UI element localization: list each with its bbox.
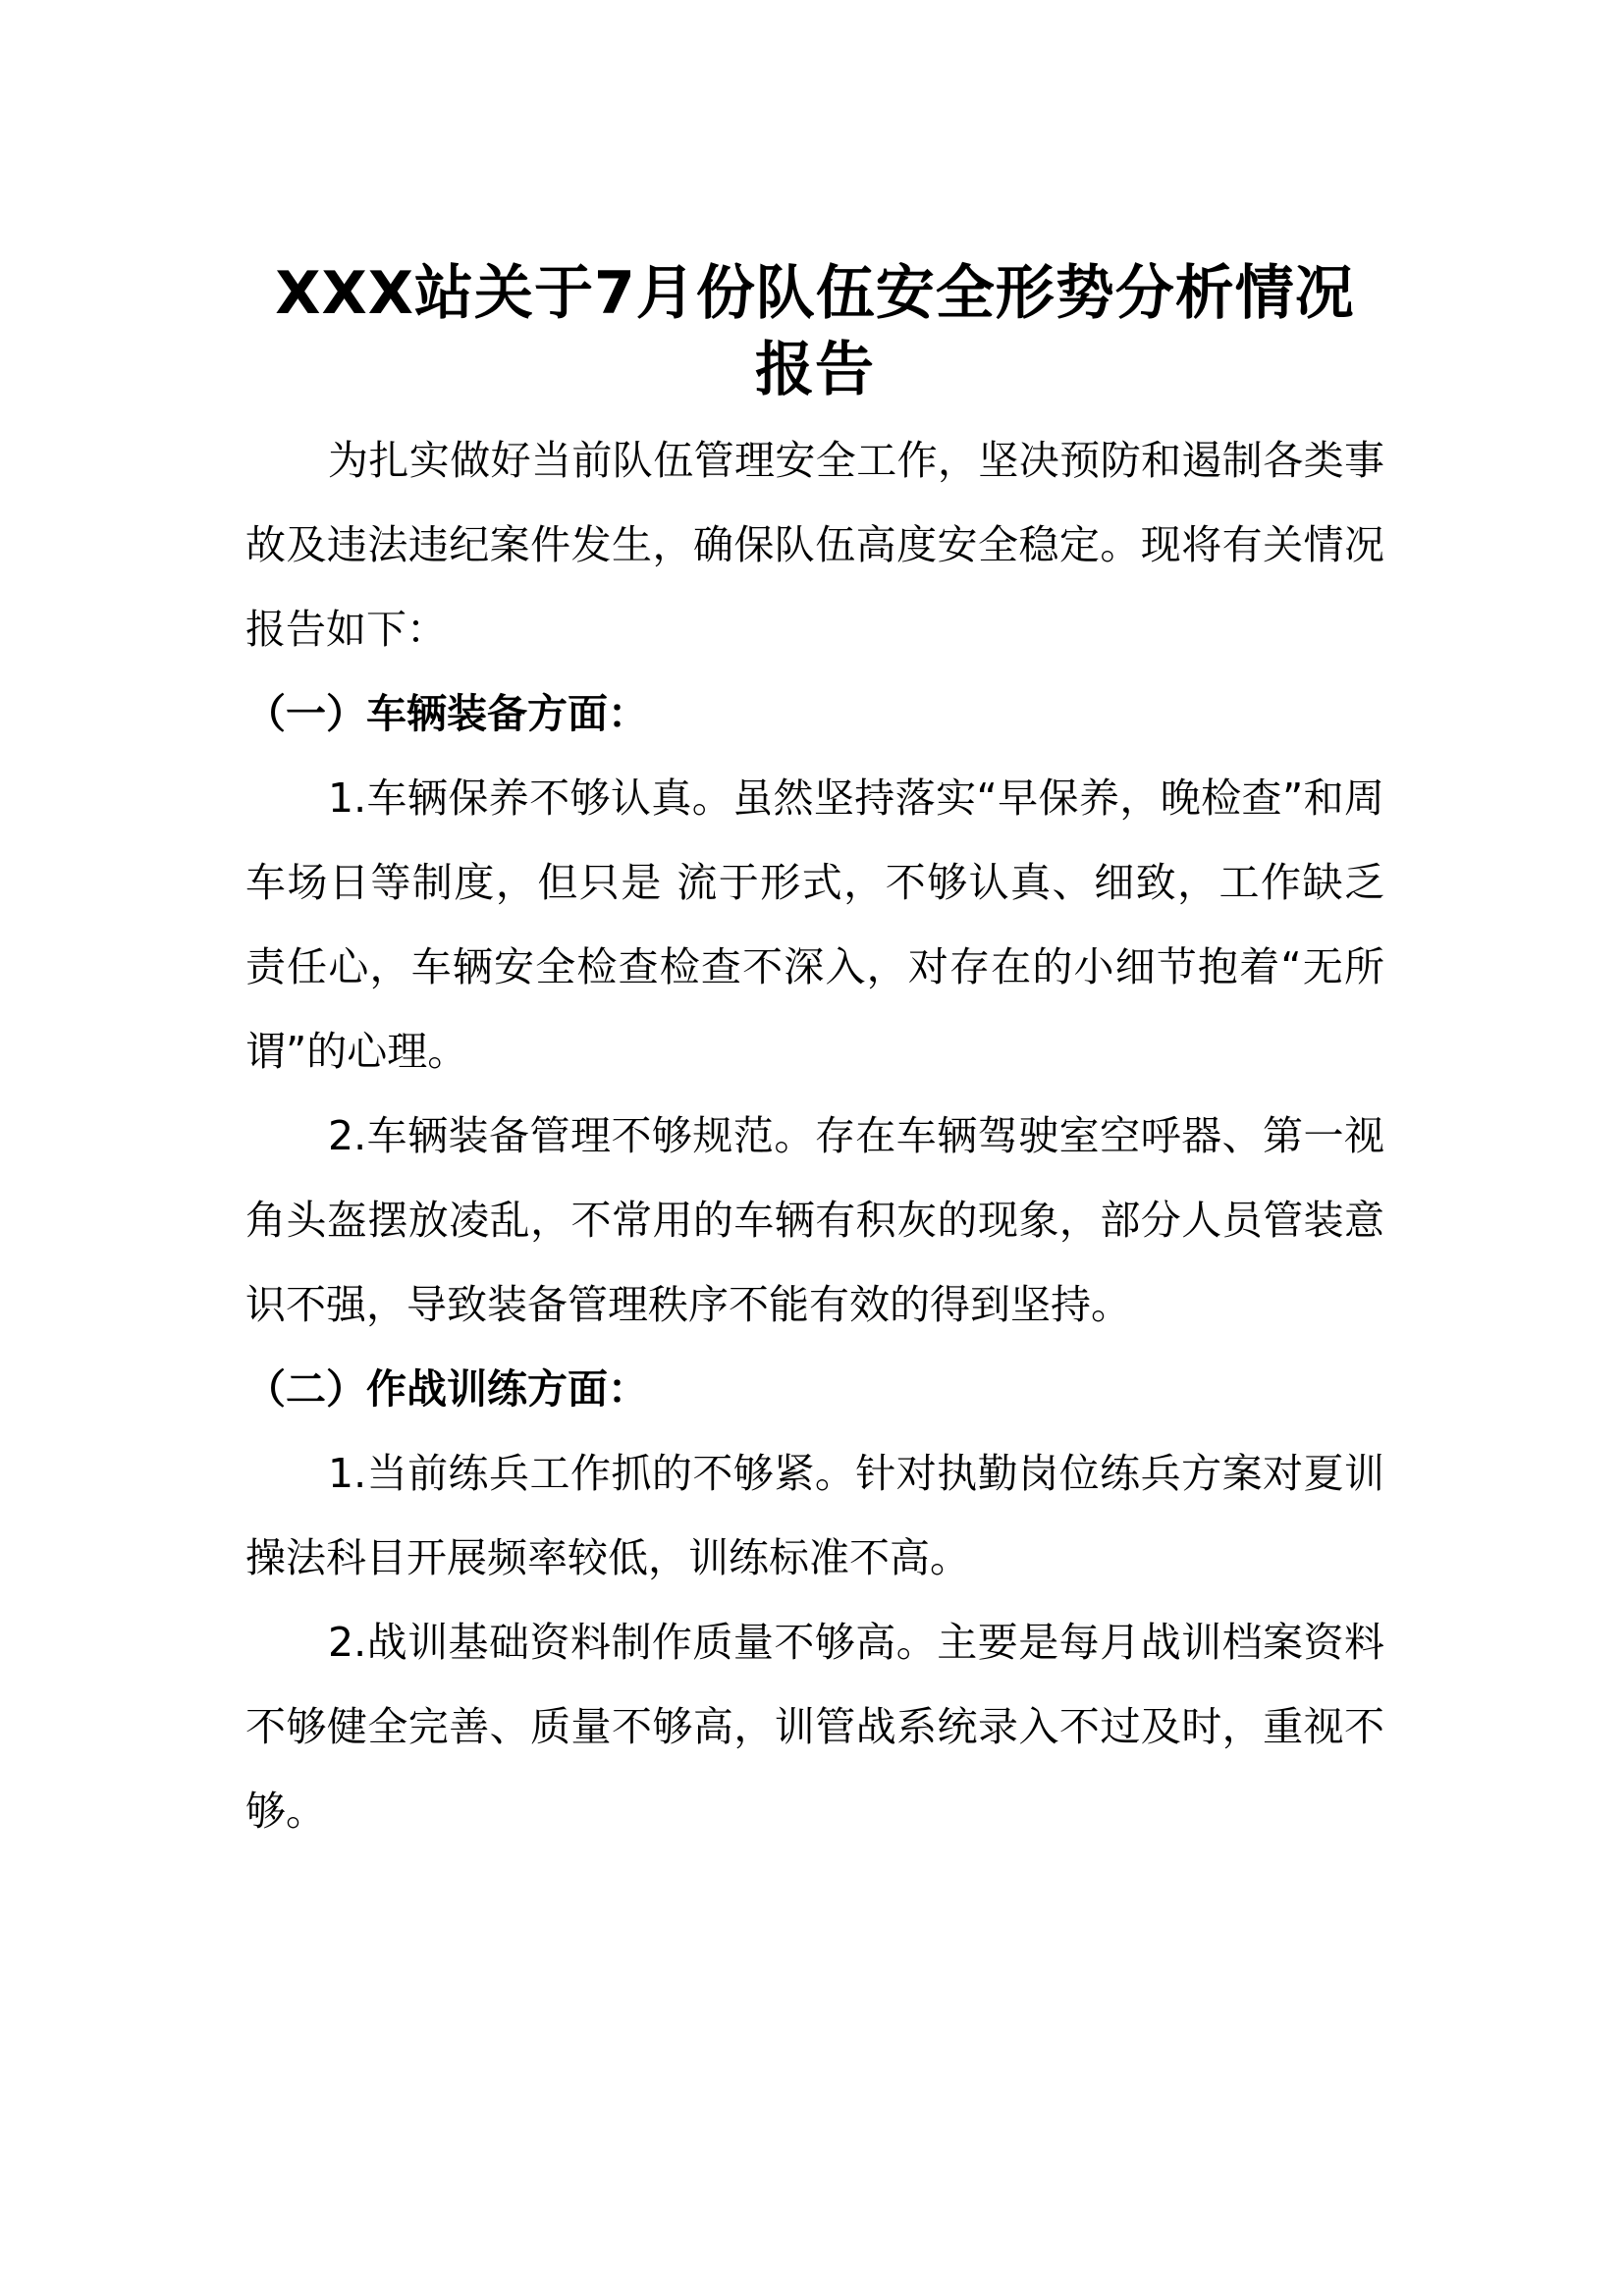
- section-item: 1.车辆保养不够认真。虽然坚持落实“早保养，晚检查”和周车场日等制度，但只是 流于形式，不够认真、细致，工作缺乏责任心，车辆安全检查检查不深入，对存在的小细节抱着“无所谓”的心理。: [245, 774, 1384, 1075]
- document-page: [245, 255, 1384, 1853]
- document-title: XXX站关于7月份队伍安全形势分析情况报告: [275, 259, 1355, 404]
- section-item: 2.车辆装备管理不够规范。存在车辆驾驶室空呼器、第一视角头盔摆放凌乱，不常用的车辆有积灰的现象，部分人员管装意识不强，导致装备管理秩序不能有效的得到坚持。: [245, 1112, 1384, 1328]
- section-item: 2.战训基础资料制作质量不够高。主要是每月战训档案资料不够健全完善、质量不够高，训管战系统录入不过及时，重视不够。: [245, 1619, 1384, 1835]
- section-item: 1.当前练兵工作抓的不够紧。针对执勤岗位练兵方案对夏训操法科目开展频率较低，训练标准不高。: [245, 1450, 1384, 1581]
- intro-paragraph: 为扎实做好当前队伍管理安全工作，坚决预防和遏制各类事故及违法违纪案件发生，确保队伍高度安全稳定。现将有关情况报告如下：: [245, 437, 1384, 653]
- section-vehicles: [245, 671, 1384, 1347]
- section-heading: （一）车辆装备方面：: [245, 690, 648, 737]
- section-heading: （二）作战训练方面：: [245, 1365, 648, 1413]
- section-training: [245, 1347, 1384, 1853]
